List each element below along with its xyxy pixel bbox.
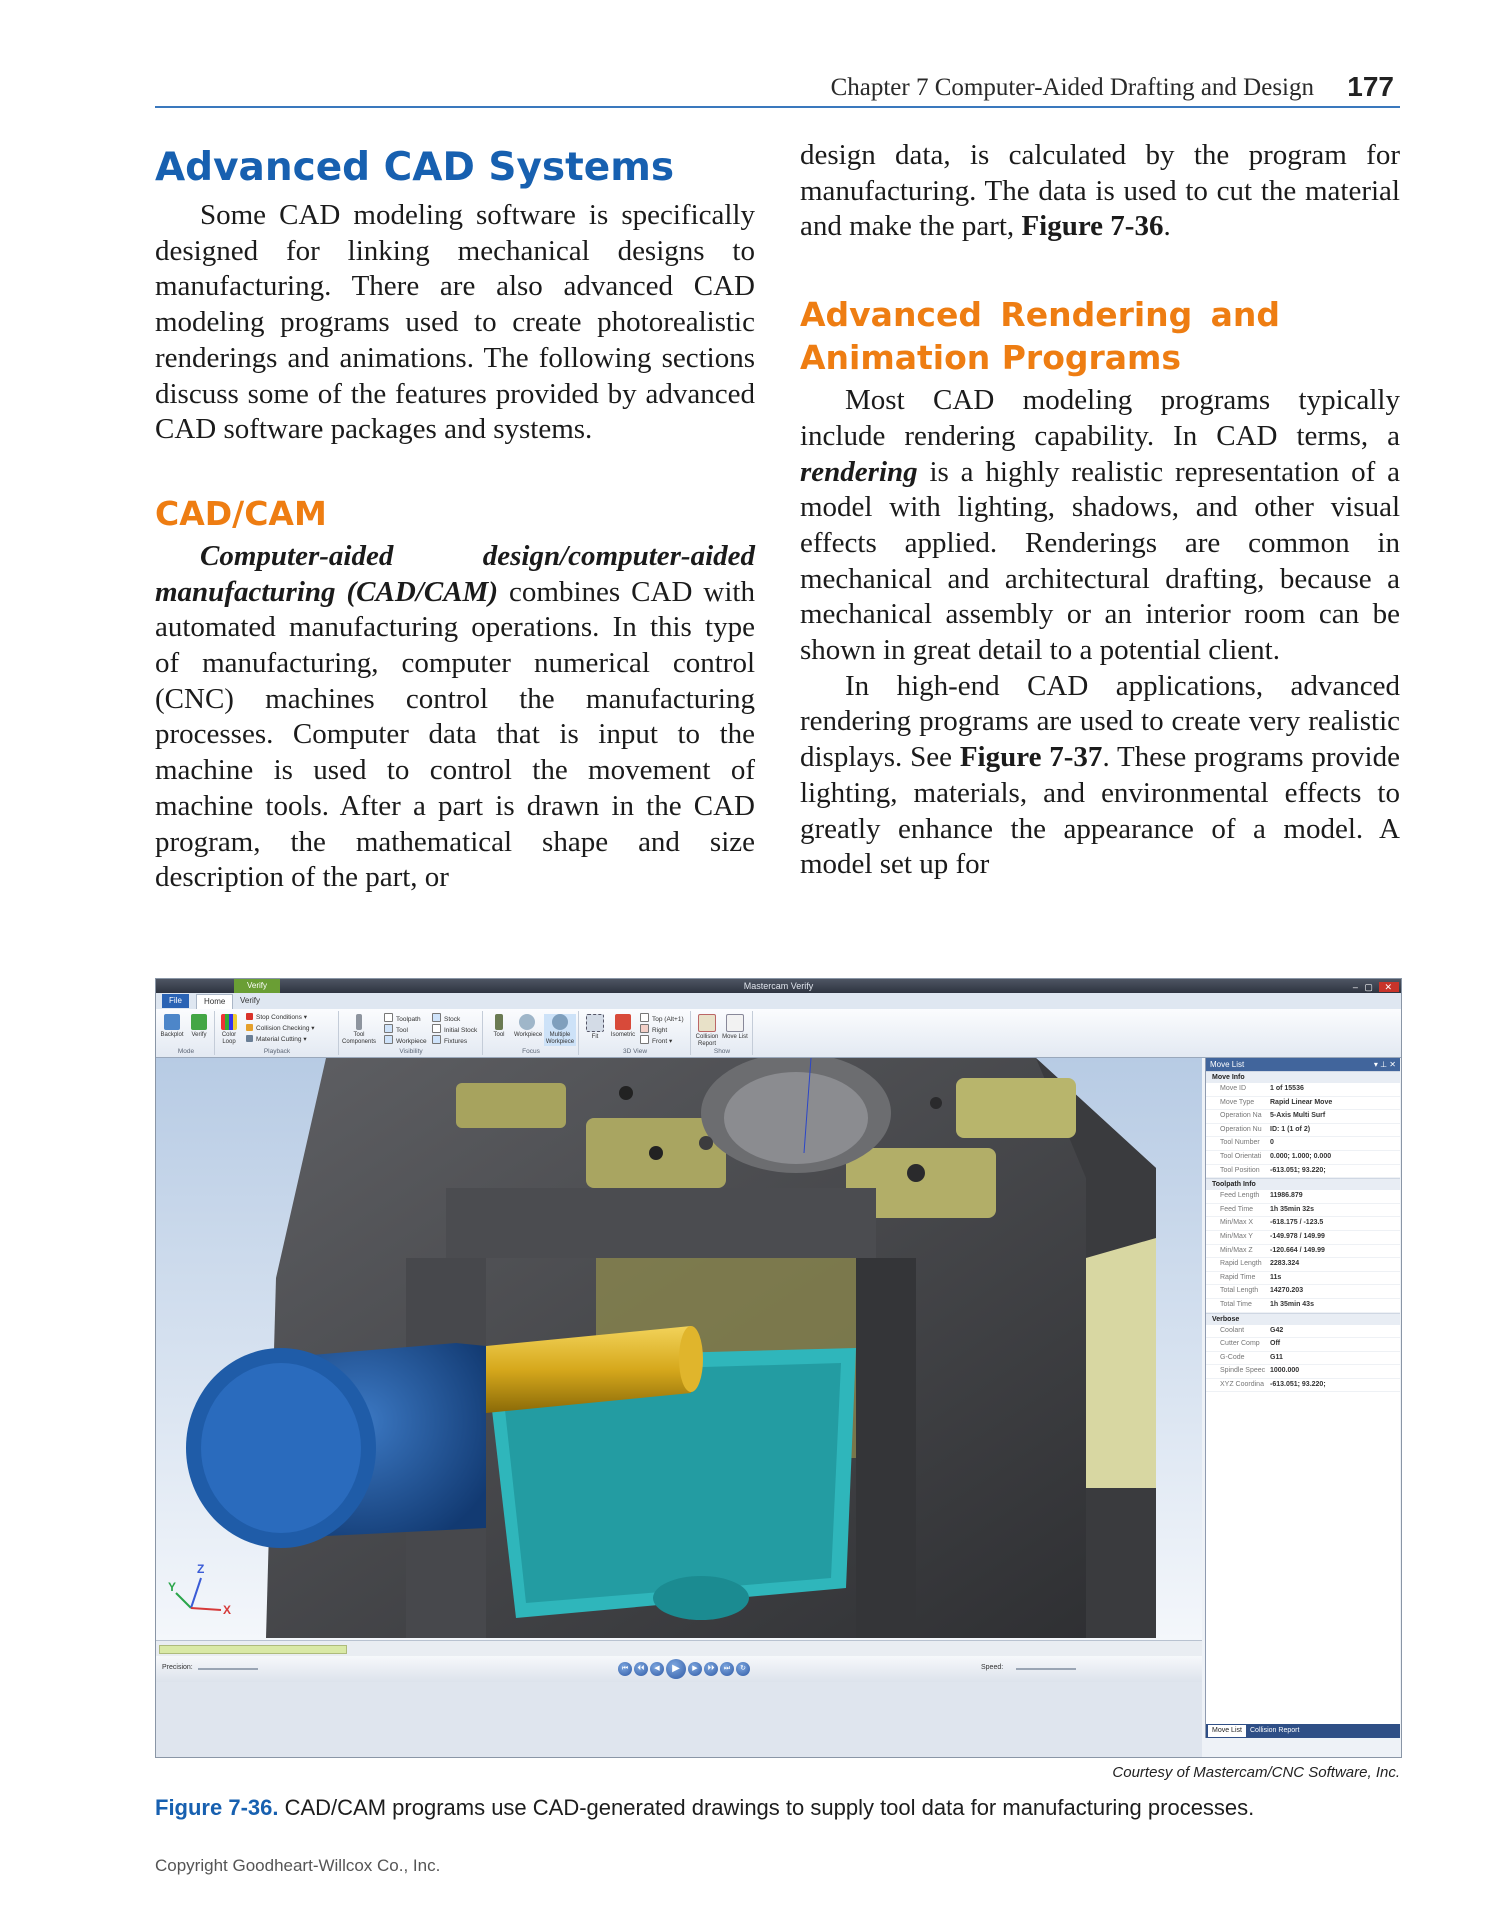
collision-checking-label: Collision Checking <box>256 1025 310 1032</box>
step-forward-icon[interactable]: ⏵⏵ <box>704 1662 718 1676</box>
ribbon-group-show <box>692 1011 753 1055</box>
right-view-label: Right <box>652 1027 668 1034</box>
rendering2-text-a: In high-end CAD applications, advanced rendering programs are used to create very realistic displays. See <box>800 669 1400 774</box>
move-list-row <box>1206 1379 1400 1393</box>
speed-slider[interactable] <box>1016 1668 1076 1670</box>
top-view-label: Top (Alt+1) <box>652 1016 684 1023</box>
rendering-paragraph-2 <box>800 669 1400 883</box>
tool-label: Tool <box>396 1027 408 1034</box>
move-list-value: G42 <box>1270 1326 1284 1334</box>
subheading-cadcam: CAD/CAM <box>155 493 327 533</box>
move-list-key: Total Length <box>1220 1287 1259 1295</box>
group-label-mode: Mode <box>177 1048 195 1055</box>
group-label-3d-view: 3D View <box>622 1048 648 1055</box>
fit-button[interactable] <box>582 1014 608 1041</box>
move-list-row <box>1206 1272 1400 1286</box>
ribbon-group-3d-view <box>580 1011 691 1055</box>
initial-stock-checkbox[interactable] <box>432 1024 477 1035</box>
move-list-row <box>1206 1245 1400 1259</box>
fit-label: Fit <box>591 1034 599 1040</box>
ribbon <box>156 1009 1401 1058</box>
isometric-cube-icon <box>615 1014 631 1030</box>
material-cutting-label: Material Cutting <box>256 1036 302 1043</box>
move-list-value: -613.051; 93.220; <box>1270 1166 1326 1174</box>
move-list-row <box>1206 1299 1400 1313</box>
multiple-workpiece-icon <box>552 1014 568 1030</box>
move-list-key: Min/Max X <box>1220 1219 1254 1227</box>
move-list-value: 1h 35min 43s <box>1270 1300 1314 1308</box>
move-list-row <box>1206 1124 1400 1138</box>
tool-icon <box>495 1014 503 1030</box>
move-list-value: 1h 35min 32s <box>1270 1205 1314 1213</box>
move-list-row <box>1206 1110 1400 1124</box>
first-move-icon[interactable]: ⏮ <box>618 1662 632 1676</box>
stock-checkbox[interactable] <box>432 1013 460 1024</box>
rendering-text-b: is a highly realistic representation of a model with lighting, shadows, and other visual effects applied. Renderings are common in mechanical and architectural drafting, because a mechanical assembly or an interior room can be shown in great detail to a potential client. <box>800 455 1400 667</box>
move-list-button[interactable] <box>722 1014 748 1041</box>
material-cutting-menu[interactable]: Material Cutting ▾ <box>246 1035 307 1044</box>
move-list-value: -149.978 / 149.99 <box>1270 1232 1325 1240</box>
color-loop-icon <box>221 1014 237 1030</box>
move-list-row <box>1206 1190 1400 1204</box>
view-top-button[interactable] <box>640 1013 684 1024</box>
color-loop-label: Color Loop <box>221 1032 237 1045</box>
workpiece-checkbox[interactable] <box>384 1035 427 1046</box>
window-titlebar <box>156 979 1401 993</box>
cadcam-text: combines CAD with automated manufacturing operations. In this type of manufacturing, computer numerical control (CNC) machines control the manufacturing processes. Computer data that is input to the machine is used to control the movement of machine tools. After a part is drawn in the CAD program, the mathematical shape and size description of the part, or <box>155 575 755 894</box>
move-list-value: Off <box>1270 1340 1281 1348</box>
checkbox-checked-icon <box>384 1024 393 1033</box>
ribbon-group-playback <box>216 1011 339 1055</box>
playback-bar <box>156 1656 1202 1682</box>
move-list-row <box>1206 1258 1400 1272</box>
move-list-header <box>1206 1058 1400 1071</box>
move-list-key: Operation Na <box>1220 1112 1262 1120</box>
verify-check-icon <box>191 1014 207 1030</box>
move-list-section[interactable]: Move Info <box>1206 1071 1400 1083</box>
view-right-button[interactable] <box>640 1024 667 1035</box>
focus-workpiece-label: Workpiece <box>514 1032 543 1038</box>
move-list-key: Spindle Speec <box>1220 1367 1266 1375</box>
speed-label: Speed: <box>981 1664 1004 1671</box>
step-back-icon[interactable]: ⏴⏴ <box>634 1662 648 1676</box>
verify-label: Verify <box>191 1032 207 1038</box>
group-label-playback: Playback <box>263 1048 291 1055</box>
figure-credit: Courtesy of Mastercam/CNC Software, Inc. <box>1112 1764 1400 1781</box>
move-list-row <box>1206 1217 1400 1231</box>
initial-stock-label: Initial Stock <box>444 1027 478 1034</box>
move-list-row <box>1206 1352 1400 1366</box>
figure-ref-7-36: Figure 7-36 <box>1021 210 1164 243</box>
collision-report-button[interactable] <box>694 1014 720 1048</box>
move-list-key: Total Time <box>1220 1300 1252 1308</box>
checkbox-checked-icon <box>432 1013 441 1022</box>
intro-paragraph: Some CAD modeling software is specifically designed for linking mechanical designs to manufacturing. There are also advanced CAD modeling programs used to create photorealistic renderings and animations. The following sections discuss some of the features provided by advanced CAD software packages and systems. <box>155 199 755 446</box>
tab-file[interactable]: File <box>162 994 189 1008</box>
group-label-focus: Focus <box>522 1048 540 1055</box>
focus-multiple-workpiece-button[interactable] <box>544 1014 576 1046</box>
figure-mastercam-verify <box>155 978 1402 1758</box>
cadcam-paragraph <box>155 539 755 896</box>
move-list-key: XYZ Coordina <box>1220 1380 1264 1388</box>
material-cutting-icon <box>246 1035 253 1042</box>
move-list-key: Feed Length <box>1220 1192 1260 1200</box>
move-list-row <box>1206 1165 1400 1179</box>
minimize-icon[interactable]: – <box>1352 982 1360 992</box>
ribbon-group-visibility <box>340 1011 483 1055</box>
move-list-key: Operation Nu <box>1220 1125 1262 1133</box>
move-list-row <box>1206 1083 1400 1097</box>
caption-text: CAD/CAM programs use CAD-generated drawings to supply tool data for manufacturing processes. <box>278 1795 1255 1820</box>
right-column <box>800 139 1400 883</box>
timeline-progress <box>159 1645 347 1654</box>
timeline-bar[interactable] <box>156 1640 1202 1657</box>
tool-components-label: Tool Components <box>342 1032 377 1045</box>
move-list-value: 14270.203 <box>1270 1287 1304 1295</box>
section-heading-advanced-cad: Advanced CAD Systems <box>155 145 675 190</box>
move-list-value: -618.175 / -123.5 <box>1270 1219 1324 1227</box>
move-list-key: Coolant <box>1220 1326 1245 1334</box>
collision-report-icon <box>698 1014 716 1032</box>
fit-icon <box>586 1014 604 1032</box>
pocket <box>456 1083 566 1128</box>
fixtures-checkbox[interactable] <box>432 1035 467 1046</box>
move-list-value: -120.664 / 149.99 <box>1270 1246 1325 1254</box>
focus-tool-label: Tool <box>493 1032 505 1038</box>
play-icon[interactable]: ▶ <box>666 1659 686 1679</box>
collision-report-label: Collision Report <box>695 1034 719 1047</box>
checkbox-icon <box>432 1024 441 1033</box>
move-list-key: Move ID <box>1220 1085 1247 1092</box>
move-list-key: Rapid Time <box>1220 1273 1256 1281</box>
tab-verify[interactable]: Verify <box>240 996 261 1005</box>
move-list-section[interactable]: Verbose <box>1206 1313 1400 1325</box>
backplot-label: Backplot <box>160 1032 184 1038</box>
move-list-value: 11986.879 <box>1270 1192 1303 1200</box>
chapter-title: Chapter 7 Computer-Aided Drafting and Design <box>830 74 1314 101</box>
stop-conditions-menu[interactable]: Stop Conditions ▾ <box>246 1013 307 1022</box>
move-list-row <box>1206 1204 1400 1218</box>
move-list-value: 5-Axis Multi Surf <box>1270 1112 1326 1120</box>
3d-viewport[interactable] <box>156 1058 1202 1640</box>
move-list-key: Min/Max Z <box>1220 1246 1253 1254</box>
last-move-icon[interactable]: ⏭ <box>720 1662 734 1676</box>
move-list-row <box>1206 1338 1400 1352</box>
cadcam-term: Computer-aided design/computer-aided manufacturing (CAD/CAM) <box>155 539 755 608</box>
ribbon-group-focus <box>484 1011 579 1055</box>
move-list-value: ID: 1 (1 of 2) <box>1270 1125 1311 1133</box>
move-list-value: 0 <box>1270 1139 1274 1147</box>
left-column <box>155 140 755 896</box>
page-number: 177 <box>1347 71 1394 102</box>
caption-label: Figure 7-36. <box>155 1795 279 1820</box>
copyright: Copyright Goodheart-Willcox Co., Inc. <box>155 1856 441 1875</box>
move-list-key: Feed Time <box>1220 1205 1254 1213</box>
subheading-rendering: Advanced Rendering and Animation Programs <box>800 295 1280 378</box>
continued-paragraph <box>800 138 1400 245</box>
move-list-row <box>1206 1325 1400 1339</box>
svg-text:Y: Y <box>168 1580 177 1594</box>
maximize-icon[interactable]: ▢ <box>1364 982 1375 992</box>
stock-label: Stock <box>444 1016 461 1023</box>
close-icon[interactable]: ✕ <box>1379 982 1399 992</box>
ribbon-tab-row <box>156 993 1401 1010</box>
move-list-key: Rapid Length <box>1220 1260 1262 1268</box>
checkbox-checked-icon <box>384 1035 393 1044</box>
multiple-workpiece-label: Multiple Workpiece <box>545 1032 575 1045</box>
move-list-section[interactable]: Toolpath Info <box>1206 1178 1400 1190</box>
playback-controls <box>618 1659 750 1679</box>
move-list-row <box>1206 1137 1400 1151</box>
workpiece-icon <box>519 1014 535 1030</box>
collision-checking-menu[interactable]: Collision Checking ▾ <box>246 1024 315 1033</box>
color-loop-button[interactable] <box>216 1014 242 1046</box>
isometric-button[interactable] <box>610 1014 636 1039</box>
window-controls <box>1353 980 1399 994</box>
svg-text:X: X <box>223 1603 232 1617</box>
group-label-show: Show <box>713 1048 731 1055</box>
move-list-label: Move List <box>722 1034 748 1040</box>
continued-text: design data, is calculated by the program for manufacturing. The data is used to cut the material and make the part, <box>800 139 1400 243</box>
move-list-key: Tool Orientati <box>1220 1152 1262 1160</box>
tab-move-list[interactable]: Move List <box>1208 1725 1246 1737</box>
move-list-icon <box>726 1014 744 1032</box>
precision-slider[interactable] <box>198 1668 258 1670</box>
window-title: Mastercam Verify <box>743 981 814 991</box>
move-list-row <box>1206 1231 1400 1245</box>
stop-icon <box>246 1013 253 1020</box>
move-list-key: G-Code <box>1220 1353 1245 1361</box>
move-list-row <box>1206 1285 1400 1299</box>
focus-workpiece-button[interactable] <box>514 1014 543 1039</box>
move-list-value: -613.051; 93.220; <box>1270 1380 1326 1388</box>
isometric-label: Isometric <box>610 1032 636 1038</box>
ribbon-group-mode <box>158 1011 215 1055</box>
front-view-label: Front <box>652 1038 668 1045</box>
move-list-key: Tool Position <box>1220 1166 1260 1174</box>
collision-icon <box>246 1024 253 1031</box>
move-list-value: 0.000; 1.000; 0.000 <box>1270 1152 1332 1160</box>
view-front-menu[interactable]: Front ▾ <box>640 1035 672 1046</box>
rendering-term: rendering <box>800 455 918 488</box>
continued-end: . <box>1163 210 1171 243</box>
tool-checkbox[interactable] <box>384 1024 408 1035</box>
tab-home[interactable]: Home <box>196 994 233 1009</box>
close-panel-icon[interactable]: ✕ <box>1389 1060 1396 1069</box>
fixtures-label: Fixtures <box>444 1038 468 1045</box>
move-list-key: Cutter Comp <box>1220 1340 1260 1348</box>
running-header <box>155 66 1400 108</box>
panel-tabs <box>1206 1724 1400 1738</box>
rendering2-text-b: . These programs provide lighting, materials, and environmental effects to greatly enhance the appearance of a model. A model set up for <box>800 741 1400 881</box>
focus-tool-button[interactable] <box>486 1014 512 1039</box>
checkbox-checked-icon <box>432 1035 441 1044</box>
toolpath-checkbox[interactable] <box>384 1013 421 1024</box>
move-list-value: 2283.324 <box>1270 1260 1300 1268</box>
status-area <box>156 1682 1202 1757</box>
move-list-row <box>1206 1097 1400 1111</box>
rendering-text-a: Most CAD modeling programs typically include rendering capability. In CAD terms, a <box>800 384 1400 452</box>
precision-label: Precision: <box>162 1664 193 1671</box>
move-list-value: Rapid Linear Move <box>1270 1098 1333 1106</box>
panel-controls <box>1374 1058 1396 1071</box>
move-list-value: G11 <box>1270 1353 1283 1361</box>
pin-icon[interactable]: ⊥ <box>1380 1060 1388 1069</box>
pocket <box>956 1078 1076 1138</box>
tab-collision-report[interactable]: Collision Report <box>1250 1727 1300 1734</box>
move-list-panel <box>1205 1058 1400 1738</box>
top-view-icon <box>640 1013 649 1022</box>
tool-components-button[interactable] <box>342 1014 376 1046</box>
dropdown-icon[interactable]: ▾ <box>1373 1060 1378 1069</box>
front-view-icon <box>640 1035 649 1044</box>
play-forward-icon[interactable]: ▶ <box>688 1662 702 1676</box>
tool-components-icon <box>356 1014 362 1030</box>
play-back-icon[interactable]: ◀ <box>650 1662 664 1676</box>
loop-icon[interactable]: ↻ <box>736 1662 750 1676</box>
rendering-paragraph-1 <box>800 383 1400 669</box>
move-list-row <box>1206 1151 1400 1165</box>
move-list-value: 11s <box>1270 1273 1282 1281</box>
move-list-key: Move Type <box>1220 1098 1255 1106</box>
move-list-key: Min/Max Y <box>1220 1232 1253 1240</box>
right-view-icon <box>640 1024 649 1033</box>
backplot-icon <box>164 1014 180 1030</box>
move-list-title: Move List <box>1210 1060 1245 1069</box>
context-tab-verify: Verify <box>234 979 280 993</box>
move-list-key: Tool Number <box>1220 1139 1260 1147</box>
workpiece-label: Workpiece <box>396 1038 427 1045</box>
move-list-value: 1 of 15536 <box>1270 1085 1304 1092</box>
move-list-value: 1000.000 <box>1270 1367 1300 1375</box>
move-list-body <box>1206 1071 1400 1392</box>
backplot-button[interactable] <box>159 1014 185 1039</box>
group-label-visibility: Visibility <box>399 1048 423 1055</box>
stop-conditions-label: Stop Conditions <box>256 1014 302 1021</box>
move-list-row <box>1206 1365 1400 1379</box>
svg-text:Z: Z <box>197 1562 205 1576</box>
toolpath-label: Toolpath <box>396 1016 421 1023</box>
checkbox-icon <box>384 1013 393 1022</box>
verify-button[interactable] <box>186 1014 212 1039</box>
figure-ref-7-37: Figure 7-37 <box>959 741 1103 774</box>
figure-caption <box>155 1795 1400 1821</box>
